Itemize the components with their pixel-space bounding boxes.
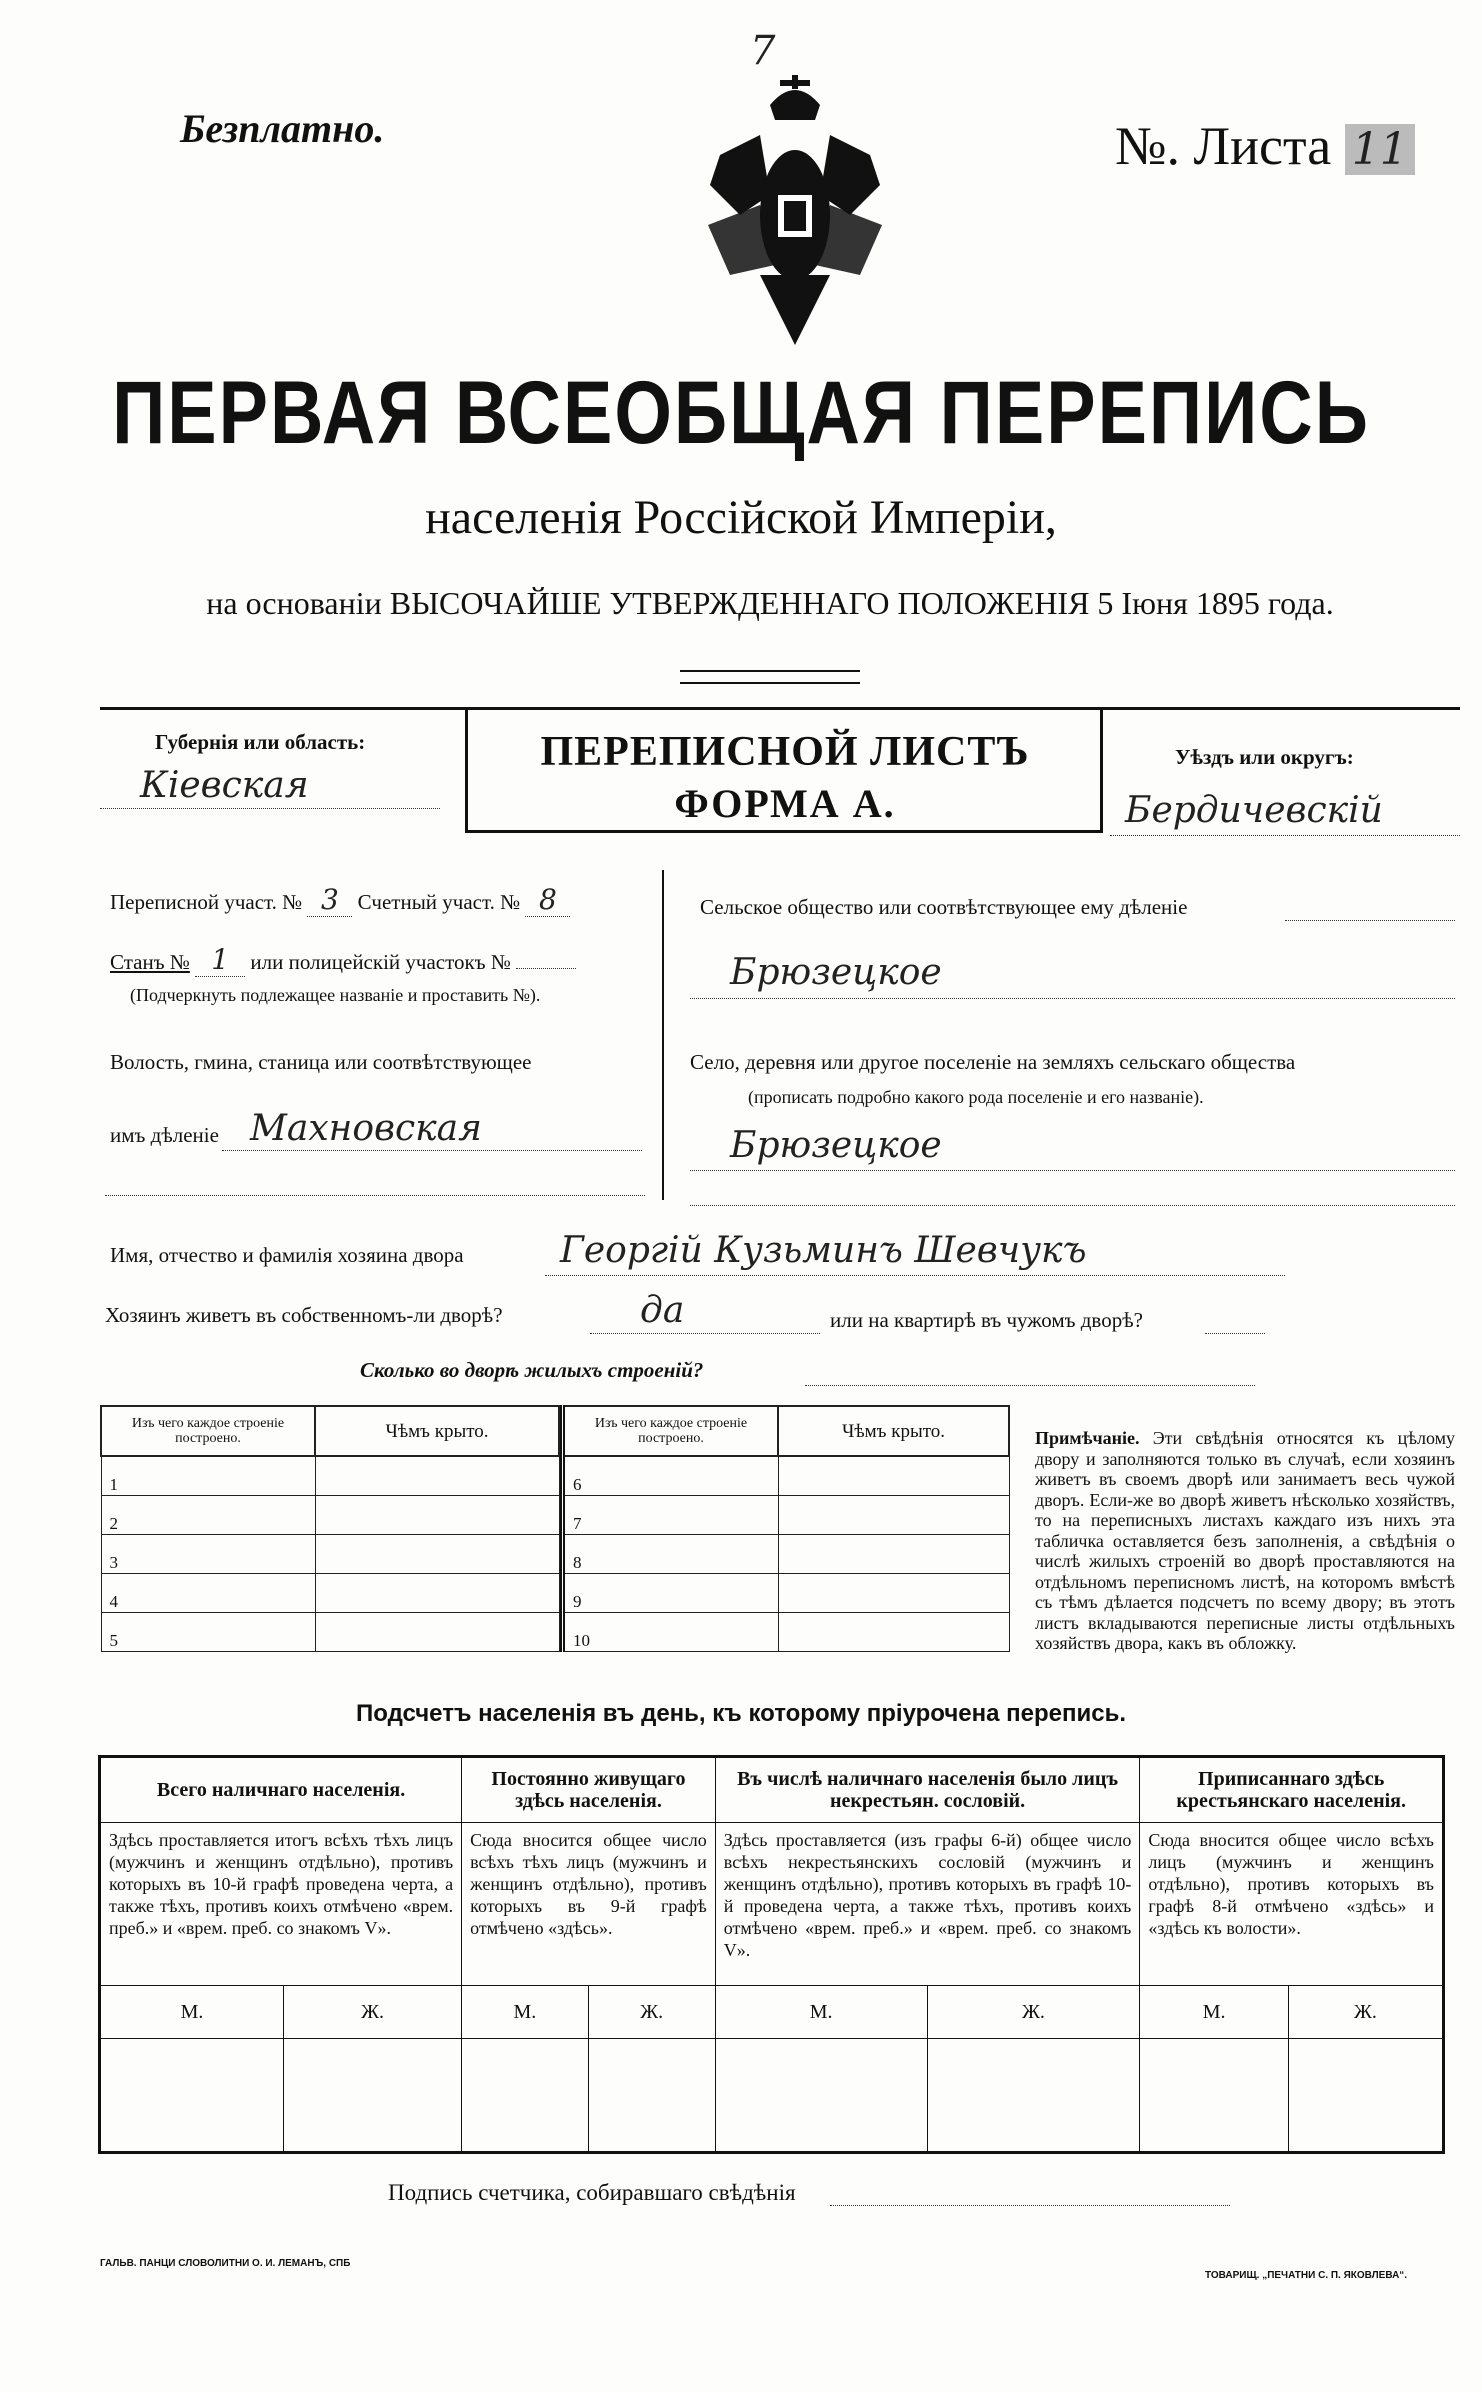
- sheet-number-label: [1115, 115, 1415, 177]
- count-input-zh-permanent[interactable]: [588, 2039, 715, 2153]
- uezd-label: Уѣздъ или округъ:: [1175, 745, 1354, 769]
- village-label: Село, деревня или другое поселеніе на земляхъ сельскаго общества: [690, 1050, 1296, 1074]
- stan-value[interactable]: 1: [195, 943, 245, 977]
- count-m-registered: М.: [1140, 1986, 1289, 2039]
- page-title: ПЕРВАЯ ВСЕОБЩАЯ ПЕРЕПИСЬ: [112, 362, 1370, 463]
- buildings-label: Сколько во дворѣ жилыхъ строеній?: [360, 1358, 704, 1382]
- corner-mark: 7: [750, 28, 776, 74]
- table-row: 7: [563, 1496, 1010, 1535]
- count-desc-nonpeasant: Здѣсь проставляется (изъ графы 6-й) общее число всѣхъ некрестьянскихъ сословій (мужчинъ и женщинъ отдѣльно), противъ которыхъ въ графѣ 10-й проведена черта, а также тѣхъ, противъ коихъ отмѣчено «врем. преб.» и «врем. преб. со знакомъ V».: [715, 1823, 1140, 1986]
- uchast-row: [110, 883, 570, 917]
- society-value[interactable]: Брюзецкое: [730, 952, 942, 993]
- count-m-total: М.: [100, 1986, 284, 2039]
- owner-name-label: Имя, отчество и фамилія хозяина двора: [110, 1243, 464, 1267]
- buildings-col-roof: Чѣмъ крыто.: [315, 1406, 559, 1456]
- legal-basis: на основаніи ВЫСОЧАЙШЕ УТВЕРЖДЕННАГО ПОЛОЖЕНІЯ 5 Іюня 1895 года.: [206, 585, 1334, 621]
- count-input-m-nonpeasant[interactable]: [715, 2039, 927, 2153]
- village-note: (прописать подробно какого рода поселеніе и его названіе).: [748, 1087, 1204, 1107]
- uchast-label: Переписной участ. №: [110, 890, 303, 914]
- sheet-number-value: 11: [1345, 124, 1415, 175]
- volost-label-2: имъ дѣленіе: [110, 1123, 219, 1147]
- buildings-table-right: [560, 1405, 1010, 1652]
- buildings-col-material: Изъ чего каждое строеніе построено.: [101, 1406, 315, 1456]
- table-row: 2: [101, 1496, 559, 1535]
- note-text: Эти свѣдѣнія относятся къ цѣлому двору и заполняются только въ случаѣ, если хозяинъ живетъ въ своемъ дворѣ или занимаетъ весь чужой дворъ. Если-же во дворѣ живетъ нѣсколько хозяйствъ, то на переписныхъ листахъ каждаго изъ нихъ эта табличка оставляется безъ заполненія, а свѣдѣнія о числѣ жилыхъ строеній во дворѣ проставляются на отдѣльномъ переписномъ листѣ, на которомъ вмѣстѣ съ тѣмъ дѣлается подсчетъ по всему двору; въ этотъ листъ вкладываются переписные листы отдѣльныхъ хозяйствъ двора, какъ въ обложку.: [1035, 1428, 1456, 1653]
- table-row: 8: [563, 1535, 1010, 1574]
- table-row: 6: [563, 1456, 1010, 1496]
- table-row: 1: [101, 1456, 559, 1496]
- table-row: 4: [101, 1574, 559, 1613]
- count-head-nonpeasant: Въ числѣ наличнаго населенія было лицъ некрестьян. сословій.: [715, 1757, 1140, 1823]
- count-input-m-permanent[interactable]: [462, 2039, 589, 2153]
- count-input-m-total[interactable]: [100, 2039, 284, 2153]
- count-head-registered: Приписаннаго здѣсь крестьянскаго населенія.: [1140, 1757, 1444, 1823]
- stan-label: Станъ №: [110, 950, 190, 974]
- count-desc-permanent: Сюда вносится общее число всѣхъ тѣхъ лицъ (мужчинъ и женщинъ отдѣльно), противъ которыхъ въ 9-й графѣ отмѣчено «здѣсь».: [462, 1823, 716, 1986]
- buildings-table-left: [100, 1405, 560, 1652]
- stan-row: [110, 943, 576, 977]
- count-input-zh-registered[interactable]: [1288, 2039, 1443, 2153]
- count-m-nonpeasant: М.: [715, 1986, 927, 2039]
- police-label: или полицейскій участокъ №: [250, 950, 511, 974]
- table-row: 5: [101, 1613, 559, 1652]
- count-head-total: Всего наличнаго населенія.: [100, 1757, 462, 1823]
- signature-label: Подпись счетчика, собиравшаго свѣдѣнія: [388, 2180, 796, 2205]
- count-zh-nonpeasant: Ж.: [927, 1986, 1140, 2039]
- rent-label: или на квартирѣ въ чужомъ дворѣ?: [830, 1308, 1143, 1332]
- note-block: [1035, 1428, 1455, 1654]
- count-input-m-registered[interactable]: [1140, 2039, 1289, 2153]
- footer-left: ГАЛЬВ. ПАНЦИ СЛОВОЛИТНИ О. И. ЛЕМАНЪ, СПБ: [100, 2258, 351, 2269]
- signature-line[interactable]: [830, 2205, 1230, 2206]
- gubernia-value[interactable]: Кіевская: [140, 765, 309, 806]
- own-yard-label: Хозяинъ живетъ въ собственномъ-ли дворѣ?: [105, 1303, 503, 1327]
- count-table: [98, 1755, 1445, 2154]
- own-yard-value[interactable]: да: [640, 1290, 685, 1331]
- table-row: 10: [563, 1613, 1010, 1652]
- stan-note: (Подчеркнуть подлежащее названіе и проставить №).: [130, 985, 541, 1005]
- form-subtitle: ФОРМА А.: [674, 781, 896, 826]
- count-zh-total: Ж.: [284, 1986, 462, 2039]
- count-desc-total: Здѣсь проставляется итогъ всѣхъ тѣхъ лицъ (мужчинъ и женщинъ отдѣльно), противъ которыхъ въ 10-й графѣ проведена черта, а также тѣхъ, противъ коихъ отмѣчено «врем. преб.» и «врем. преб. со знакомъ V».: [100, 1823, 462, 1986]
- count-desc-registered: Сюда вносится общее число всѣхъ лицъ (мужчинъ и женщинъ отдѣльно), противъ которыхъ въ графѣ 8-й отмѣчено «здѣсь» и «здѣсь къ волости».: [1140, 1823, 1444, 1986]
- buildings-col-material-2: Изъ чего каждое строеніе построено.: [563, 1406, 779, 1456]
- count-zh-registered: Ж.: [1288, 1986, 1443, 2039]
- coat-of-arms-icon: [700, 75, 890, 355]
- table-row: 9: [563, 1574, 1010, 1613]
- sheet-number-text: №. Листа: [1115, 116, 1332, 176]
- count-input-zh-nonpeasant[interactable]: [927, 2039, 1140, 2153]
- free-label: Безплатно.: [180, 106, 385, 151]
- count-head-permanent: Постоянно живущаго здѣсь населенія.: [462, 1757, 716, 1823]
- gubernia-label: Губернія или область:: [155, 730, 366, 754]
- society-label: Сельское общество или соотвѣтствующее ему дѣленіе: [700, 895, 1188, 919]
- ornament-divider: [680, 670, 860, 684]
- schet-value[interactable]: 8: [525, 883, 570, 917]
- village-value[interactable]: Брюзецкое: [730, 1125, 942, 1166]
- schet-label: Счетный участ. №: [357, 890, 521, 914]
- footer-right: ТОВАРИЩ. „ПЕЧАТНИ С. П. ЯКОВЛЕВА“.: [1205, 2270, 1408, 2281]
- note-title: Примѣчаніе.: [1035, 1428, 1140, 1448]
- count-m-permanent: М.: [462, 1986, 589, 2039]
- volost-value[interactable]: Махновская: [250, 1108, 482, 1149]
- count-title: Подсчетъ населенія въ день, къ которому пріурочена перепись.: [356, 1700, 1126, 1727]
- buildings-col-roof-2: Чѣмъ крыто.: [778, 1406, 1009, 1456]
- volost-row: [110, 1123, 219, 1148]
- volost-label: Волость, гмина, станица или соотвѣтствующее: [110, 1050, 532, 1074]
- uezd-value[interactable]: Бердичевскій: [1125, 790, 1383, 831]
- form-title: ПЕРЕПИСНОЙ ЛИСТЪ: [540, 729, 1030, 775]
- owner-name-value[interactable]: Георгій Кузьминъ Шевчукъ: [560, 1230, 1087, 1271]
- table-row: 3: [101, 1535, 559, 1574]
- page-subtitle: населенія Россійской Имперіи,: [425, 491, 1057, 544]
- count-zh-permanent: Ж.: [588, 1986, 715, 2039]
- uchast-value[interactable]: 3: [307, 883, 352, 917]
- count-input-zh-total[interactable]: [284, 2039, 462, 2153]
